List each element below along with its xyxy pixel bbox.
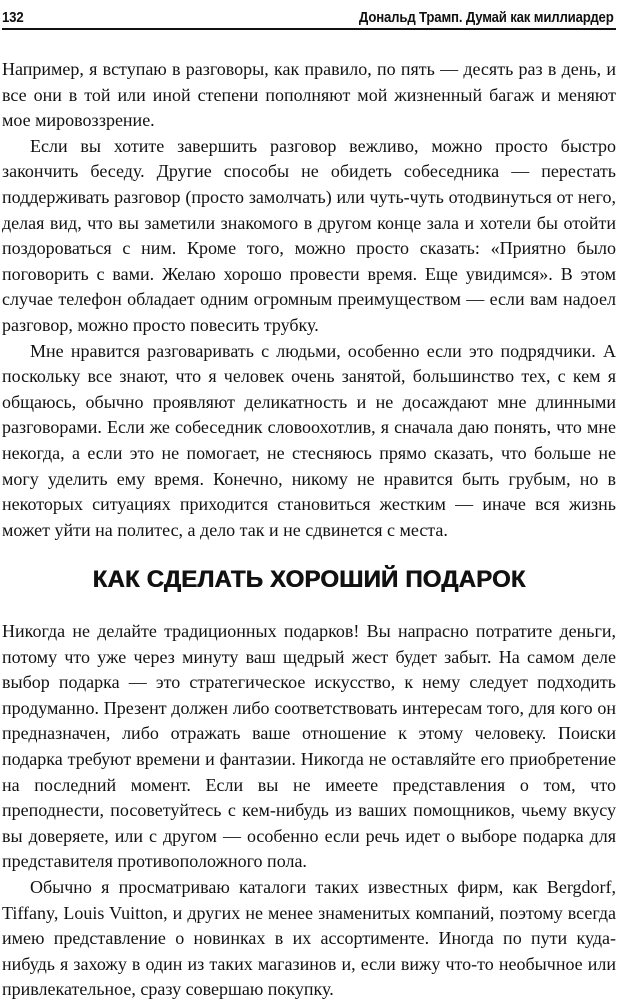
paragraph: Никогда не делайте традиционных подарков! Вы напрасно потратите деньги, потому что уже через минуту ваш щедрый жест будет забыт. На самом деле выбор подарка — это стратегическое искусство, к нему следует подходить продуманно. Презент должен либо соответствовать интересам того, для кого он предназначен, либо отражать ваше отношение к этому человеку. Поиски подарка требуют времени и фантазии. Никогда не оставляйте его приобретение на последний момент. Если вы не имеете представления о том, что преподнести, посоветуйтесь с кем-нибудь из ваших помощников, чьему вкусу вы доверяете, или с другом — особенно если речь идет о выборе подарка для представителя противоположного пола. — [2, 621, 616, 872]
page-number: 132 — [2, 9, 24, 26]
section-gift-text — [2, 619, 616, 1003]
header-rule — [2, 28, 616, 30]
paragraph: Мне нравится разговаривать с людьми, особенно если это подрядчики. А поскольку все знают, что я человек очень занятой, большинство тех, с кем я общаюсь, обычно проявляют деликатность и не досаждают мне длинными разговорами. Если же собеседник словоохотлив, я сначала даю понять, что мне некогда, а если это не помогает, не стесняюсь прямо сказать, что больше не могу уделить ему время. Конечно, никому не нравится быть грубым, но в некоторых ситуациях приходится становиться жестким — иначе вся жизнь может уйти на политес, а дело так и не сдвинется с места. — [2, 340, 616, 540]
paragraph: Например, я вступаю в разговоры, как правило, по пять — десять раз в день, и все они в той или иной степени пополняют мой жизненный багаж и меняют мое мировоззрение. — [2, 59, 616, 131]
section-conversation-text — [2, 57, 616, 543]
running-title: Дональд Трамп. Думай как миллиардер — [358, 9, 614, 26]
section-heading: КАК СДЕЛАТЬ ХОРОШИЙ ПОДАРОК — [92, 566, 526, 593]
running-header — [2, 2, 614, 26]
paragraph: Если вы хотите завершить разговор вежливо, можно просто быстро закончить беседу. Другие способы не обидеть собеседника — перестать поддерживать разговор (просто замолчать) или чуть-чуть отодвинуться от него, делая вид, что вы заметили знакомого в другом конце зала и хотели бы отойти поздороваться с ним. Кроме того, можно просто сказать: «Приятно было поговорить с вами. Желаю хорошо провести время. Еще увидимся». В этом случае телефон обладает одним огромным преимуществом — если вам надоел разговор, можно просто повесить трубку. — [2, 135, 616, 335]
paragraph: Обычно я просматриваю каталоги таких известных фирм, как Bergdorf, Tiffany, Louis Vuitton, и других не менее знаменитых компаний, поэтому всегда имею представление о новинках в их ассортименте. Иногда по пути куда-нибудь я захожу в один из таких магазинов и, если вижу что-то необычное или привлекательное, сразу совершаю покупку. — [2, 876, 616, 1000]
